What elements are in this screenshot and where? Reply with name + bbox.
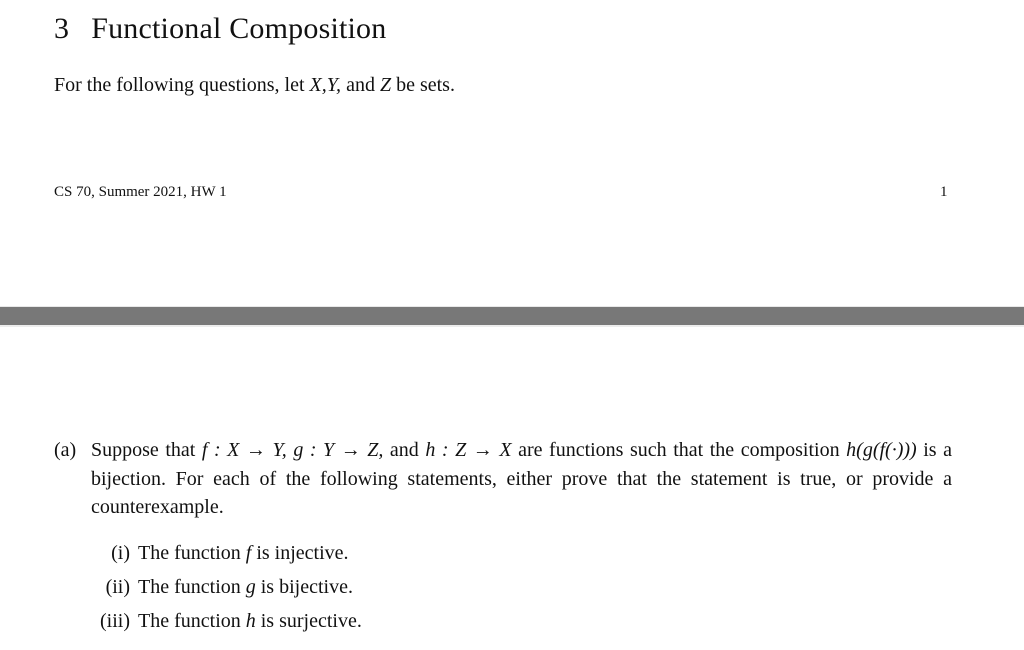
section-number: 3 [54,12,70,45]
text: is a bijection. For each of the following statements, either prove that the statement is true, or provide a counterexample. [91,439,952,518]
math-composition: h(g(f(·))) [846,439,917,461]
page-footer-course: CS 70, Summer 2021, HW 1 [54,184,227,200]
intro-z: Z [379,74,392,96]
text: is injective. [251,542,349,564]
item-label: (i) [111,542,130,564]
text: is bijective. [255,576,353,598]
section-title [54,12,386,46]
item-label: (ii) [105,576,130,598]
list-item [100,610,362,633]
text: The function [138,542,246,564]
math-var: f [245,542,252,564]
intro-vars: X,Y, [309,74,342,96]
intro-pre: For the following questions, let [54,74,310,96]
math-h: h : Z → X [425,439,512,461]
intro-text [54,74,455,97]
page-break-divider [0,306,1024,327]
math-var: g [245,576,256,598]
text: Suppose that [91,439,202,461]
section-title-text: Functional Composition [91,12,387,45]
text: The function [138,610,246,632]
item-label: (iii) [100,610,130,632]
page-number: 1 [940,184,948,200]
part-label: (a) [54,439,77,461]
intro-mid: and [341,74,380,96]
intro-post: be sets. [391,74,455,96]
question-part-a [54,436,952,522]
part-a-text [91,436,952,522]
list-item [111,542,349,565]
list-item [105,576,353,599]
text: The function [138,576,246,598]
math-g: g : Y → Z, [293,439,384,461]
text: and [383,439,426,461]
math-var: h [245,610,256,632]
math-f: f : X → Y, [201,439,287,461]
text: are functions such that the composition [511,439,847,461]
text: is surjective. [255,610,362,632]
